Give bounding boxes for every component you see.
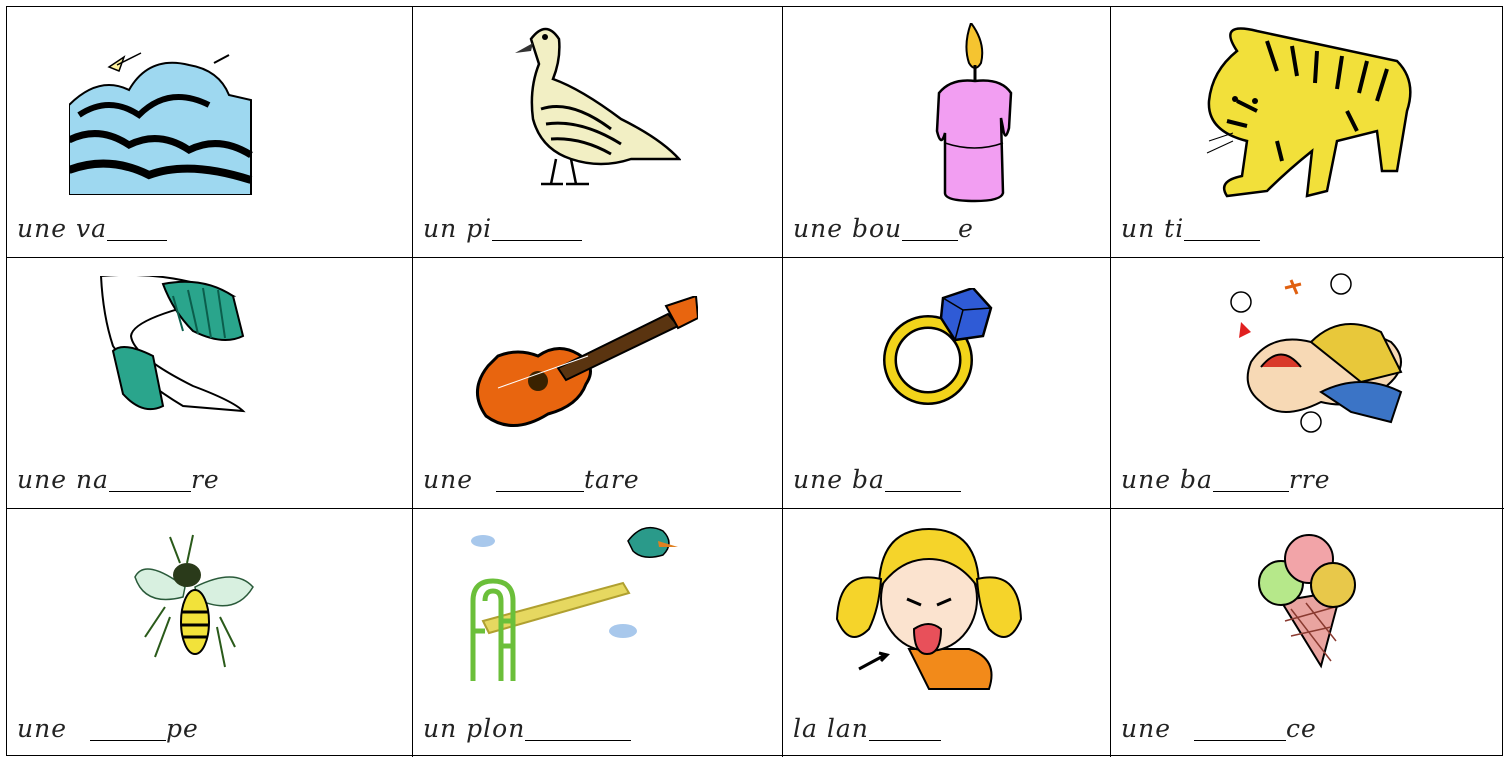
wasp-image	[125, 527, 255, 677]
diving-board-image	[453, 521, 703, 681]
word-end: tare	[583, 465, 640, 494]
fin-image	[93, 276, 253, 426]
word-end: ce	[1285, 714, 1317, 743]
word-start: un ti	[1121, 214, 1185, 243]
word-start: un pi	[423, 214, 493, 243]
worksheet-grid	[6, 6, 1503, 756]
candle-image	[931, 23, 1021, 203]
guitar-image	[468, 296, 698, 436]
fill-blank[interactable]	[107, 214, 167, 241]
card-guitare	[413, 258, 783, 509]
word-line	[17, 214, 167, 243]
word-end: e	[958, 214, 974, 243]
fill-blank[interactable]	[1184, 214, 1260, 241]
card-plongeoir	[413, 509, 783, 757]
word-line	[793, 714, 941, 743]
fill-blank[interactable]	[869, 714, 941, 741]
word-start: une	[17, 714, 76, 743]
fill-blank[interactable]	[492, 214, 582, 241]
word-start: une va	[17, 214, 107, 243]
fill-blank[interactable]	[885, 465, 961, 492]
card-bagarre	[1111, 258, 1504, 509]
word-line	[793, 465, 961, 494]
fill-blank[interactable]	[525, 714, 631, 741]
card-vague	[7, 7, 413, 258]
card-glace	[1111, 509, 1504, 757]
word-line	[17, 714, 199, 743]
word-start: une	[1121, 714, 1180, 743]
word-end: rre	[1288, 465, 1331, 494]
fill-blank[interactable]	[90, 714, 166, 741]
fill-blank[interactable]	[496, 465, 584, 492]
word-line	[423, 465, 640, 494]
card-tigre	[1111, 7, 1504, 258]
wave-image	[69, 45, 259, 195]
word-start: une na	[17, 465, 109, 494]
tongue-girl-image	[829, 519, 1029, 694]
tiger-image	[1197, 21, 1417, 206]
ice-cream-image	[1251, 531, 1361, 671]
pigeon-image	[501, 19, 681, 189]
fill-blank[interactable]	[1194, 714, 1286, 741]
card-langue	[783, 509, 1111, 757]
word-line	[17, 465, 220, 494]
card-nageoire	[7, 258, 413, 509]
word-end: re	[190, 465, 220, 494]
fill-blank[interactable]	[1213, 465, 1289, 492]
word-line	[1121, 714, 1317, 743]
fill-blank[interactable]	[109, 465, 191, 492]
word-line	[1121, 214, 1260, 243]
word-start: une	[423, 465, 482, 494]
fight-image	[1221, 272, 1421, 442]
ring-image	[883, 288, 993, 408]
word-start: une bou	[793, 214, 903, 243]
word-start: la lan	[793, 714, 869, 743]
word-line	[423, 214, 582, 243]
card-bougie	[783, 7, 1111, 258]
word-line	[793, 214, 974, 243]
word-start: une ba	[1121, 465, 1213, 494]
word-start: une ba	[793, 465, 885, 494]
word-line	[423, 714, 631, 743]
fill-blank[interactable]	[902, 214, 958, 241]
word-line	[1121, 465, 1331, 494]
word-end: pe	[165, 714, 199, 743]
card-pigeon	[413, 7, 783, 258]
word-start: un plon	[423, 714, 526, 743]
card-guepe	[7, 509, 413, 757]
card-bague	[783, 258, 1111, 509]
